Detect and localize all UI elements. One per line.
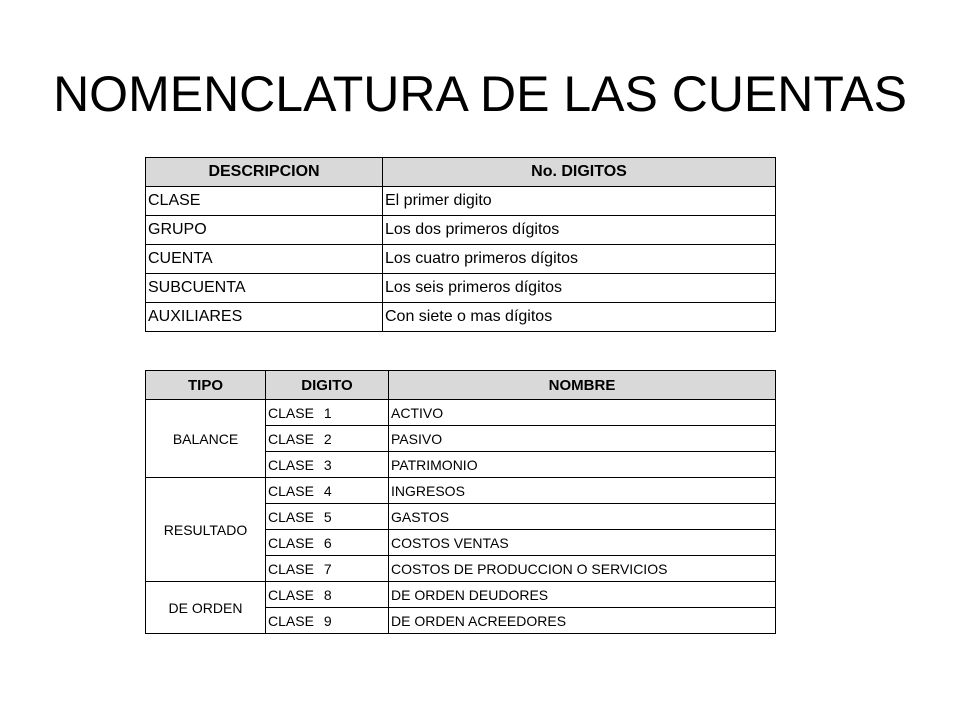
table-row <box>146 303 776 332</box>
cell-digito: CLASE 6 <box>266 530 389 556</box>
cell-digito: CLASE 4 <box>266 478 389 504</box>
cell-digito: CLASE 5 <box>266 504 389 530</box>
cell-digitos: Con siete o mas dígitos <box>383 303 776 332</box>
cell-tipo-balance: BALANCE <box>146 400 266 478</box>
table-row <box>146 582 776 608</box>
cell-digito: CLASE 1 <box>266 400 389 426</box>
cell-nombre: DE ORDEN ACREEDORES <box>389 608 776 634</box>
page-title: NOMENCLATURA DE LAS CUENTAS <box>53 66 907 122</box>
table-header-row <box>146 371 776 400</box>
cell-digito: CLASE 8 <box>266 582 389 608</box>
cell-nombre: GASTOS <box>389 504 776 530</box>
cell-tipo-resultado: RESULTADO <box>146 478 266 582</box>
cell-digitos: Los cuatro primeros dígitos <box>383 245 776 274</box>
cell-digitos: Los dos primeros dígitos <box>383 216 776 245</box>
header-descripcion: DESCRIPCION <box>146 158 383 187</box>
cell-nombre: PASIVO <box>389 426 776 452</box>
cell-tipo-de-orden: DE ORDEN <box>146 582 266 634</box>
table-row <box>146 187 776 216</box>
cell-nombre: COSTOS VENTAS <box>389 530 776 556</box>
cell-descripcion: CLASE <box>146 187 383 216</box>
header-digito: DIGITO <box>266 371 389 400</box>
cell-digito: CLASE 7 <box>266 556 389 582</box>
table-row <box>146 478 776 504</box>
cell-descripcion: AUXILIARES <box>146 303 383 332</box>
header-no-digitos: No. DIGITOS <box>383 158 776 187</box>
cell-nombre: COSTOS DE PRODUCCION O SERVICIOS <box>389 556 776 582</box>
table-header-row <box>146 158 776 187</box>
cell-nombre: ACTIVO <box>389 400 776 426</box>
table-row <box>146 400 776 426</box>
table-row <box>146 245 776 274</box>
cell-digito: CLASE 9 <box>266 608 389 634</box>
cell-digito: CLASE 2 <box>266 426 389 452</box>
table-row <box>146 216 776 245</box>
cell-digitos: El primer digito <box>383 187 776 216</box>
header-nombre: NOMBRE <box>389 371 776 400</box>
cell-descripcion: GRUPO <box>146 216 383 245</box>
cell-descripcion: SUBCUENTA <box>146 274 383 303</box>
cell-nombre: DE ORDEN DEUDORES <box>389 582 776 608</box>
digits-description-table <box>145 157 776 332</box>
table-row <box>146 274 776 303</box>
header-tipo: TIPO <box>146 371 266 400</box>
cell-nombre: INGRESOS <box>389 478 776 504</box>
cell-digitos: Los seis primeros dígitos <box>383 274 776 303</box>
cell-nombre: PATRIMONIO <box>389 452 776 478</box>
cell-digito: CLASE 3 <box>266 452 389 478</box>
account-classes-table <box>145 370 776 634</box>
cell-descripcion: CUENTA <box>146 245 383 274</box>
